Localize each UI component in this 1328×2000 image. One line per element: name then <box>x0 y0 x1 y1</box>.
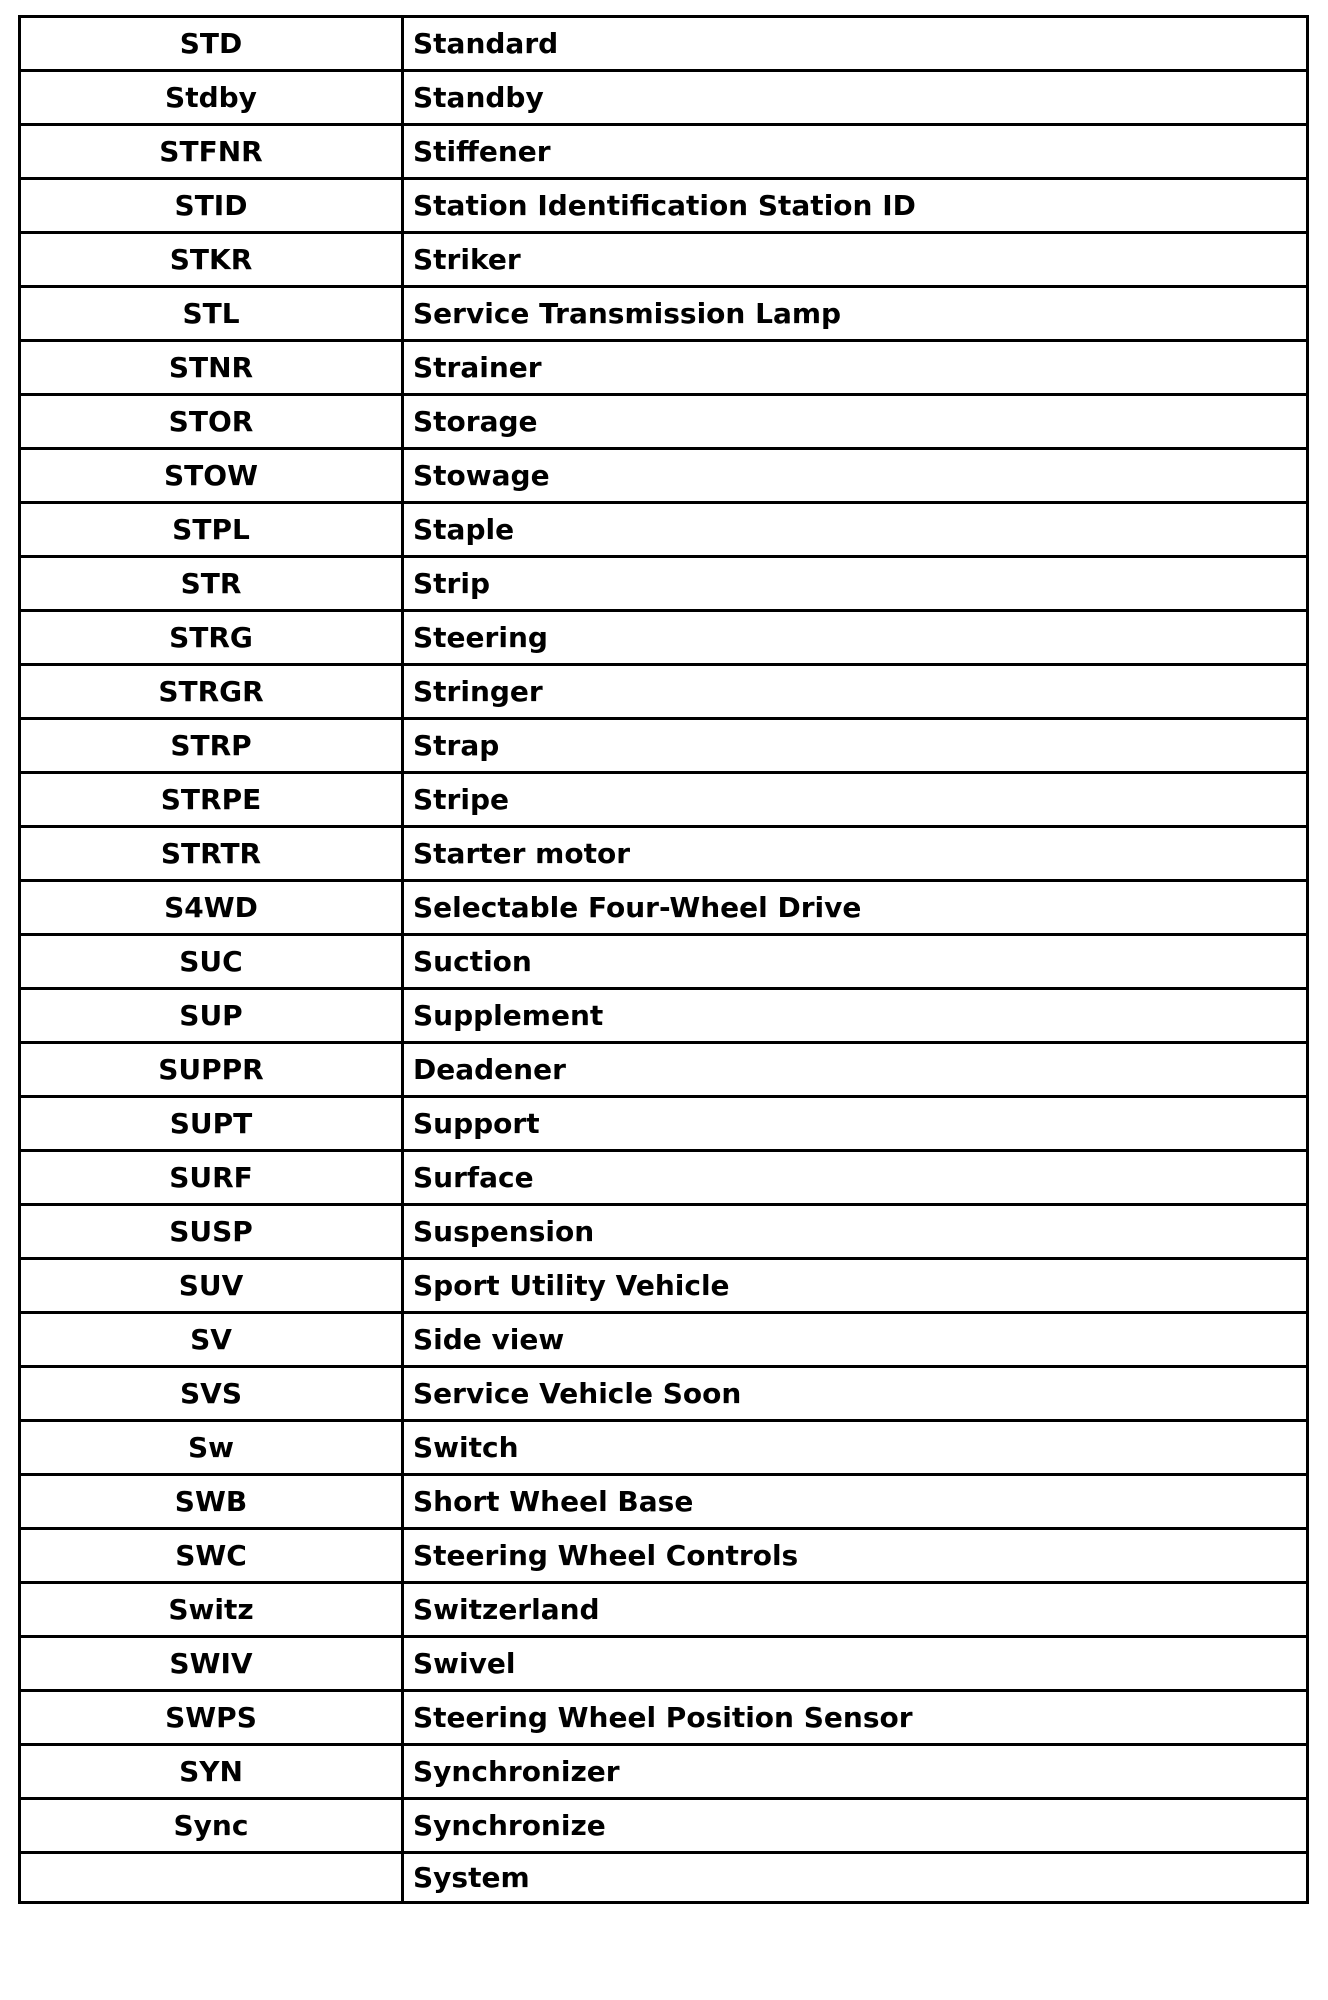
abbreviations-table-container <box>18 15 1306 1904</box>
table-row <box>20 1151 1308 1205</box>
table-row <box>20 1583 1308 1637</box>
table-row <box>20 557 1308 611</box>
definition-cell: Station Identification Station ID <box>403 179 1308 233</box>
table-row <box>20 719 1308 773</box>
abbreviation-cell: SWPS <box>20 1691 403 1745</box>
table-row <box>20 1853 1308 1903</box>
abbreviation-cell: STID <box>20 179 403 233</box>
abbreviation-cell: STR <box>20 557 403 611</box>
definition-cell: Synchronizer <box>403 1745 1308 1799</box>
abbreviation-cell: SWC <box>20 1529 403 1583</box>
table-row <box>20 1259 1308 1313</box>
table-row <box>20 503 1308 557</box>
definition-cell: Stripe <box>403 773 1308 827</box>
table-row <box>20 1529 1308 1583</box>
definition-cell: Staple <box>403 503 1308 557</box>
definition-cell: Standby <box>403 71 1308 125</box>
abbreviation-cell: STOW <box>20 449 403 503</box>
definition-cell: Selectable Four-Wheel Drive <box>403 881 1308 935</box>
abbreviation-cell: STRG <box>20 611 403 665</box>
table-row <box>20 1745 1308 1799</box>
definition-cell: System <box>403 1853 1308 1903</box>
definition-cell: Service Vehicle Soon <box>403 1367 1308 1421</box>
abbreviation-cell: Sync <box>20 1799 403 1853</box>
table-row <box>20 881 1308 935</box>
abbreviation-cell: S4WD <box>20 881 403 935</box>
definition-cell: Support <box>403 1097 1308 1151</box>
table-row <box>20 773 1308 827</box>
abbreviations-table-body <box>20 17 1308 1903</box>
definition-cell: Starter motor <box>403 827 1308 881</box>
definition-cell: Strainer <box>403 341 1308 395</box>
definition-cell: Switch <box>403 1421 1308 1475</box>
table-row <box>20 611 1308 665</box>
definition-cell: Standard <box>403 17 1308 71</box>
definition-cell: Service Transmission Lamp <box>403 287 1308 341</box>
abbreviation-cell: SUC <box>20 935 403 989</box>
definition-cell: Surface <box>403 1151 1308 1205</box>
table-row <box>20 1205 1308 1259</box>
table-row <box>20 1475 1308 1529</box>
definition-cell: Stiffener <box>403 125 1308 179</box>
abbreviation-cell: STKR <box>20 233 403 287</box>
definition-cell: Strip <box>403 557 1308 611</box>
definition-cell: Storage <box>403 395 1308 449</box>
table-row <box>20 989 1308 1043</box>
abbreviation-cell: SUV <box>20 1259 403 1313</box>
definition-cell: Strap <box>403 719 1308 773</box>
abbreviation-cell: SV <box>20 1313 403 1367</box>
definition-cell: Swivel <box>403 1637 1308 1691</box>
table-row <box>20 1691 1308 1745</box>
table-row <box>20 827 1308 881</box>
table-row <box>20 1097 1308 1151</box>
abbreviation-cell: Switz <box>20 1583 403 1637</box>
table-row <box>20 395 1308 449</box>
abbreviation-cell <box>20 1853 403 1903</box>
abbreviation-cell: STNR <box>20 341 403 395</box>
abbreviation-cell: STFNR <box>20 125 403 179</box>
definition-cell: Steering Wheel Controls <box>403 1529 1308 1583</box>
abbreviation-cell: STRP <box>20 719 403 773</box>
abbreviation-cell: SWB <box>20 1475 403 1529</box>
table-row <box>20 179 1308 233</box>
abbreviations-table <box>18 15 1309 1904</box>
table-row <box>20 1421 1308 1475</box>
abbreviation-cell: SUPT <box>20 1097 403 1151</box>
definition-cell: Stowage <box>403 449 1308 503</box>
definition-cell: Steering <box>403 611 1308 665</box>
definition-cell: Suspension <box>403 1205 1308 1259</box>
table-row <box>20 1637 1308 1691</box>
abbreviation-cell: SURF <box>20 1151 403 1205</box>
table-row <box>20 1043 1308 1097</box>
table-row <box>20 935 1308 989</box>
definition-cell: Deadener <box>403 1043 1308 1097</box>
abbreviation-cell: Sw <box>20 1421 403 1475</box>
abbreviation-cell: SUP <box>20 989 403 1043</box>
table-row <box>20 125 1308 179</box>
definition-cell: Sport Utility Vehicle <box>403 1259 1308 1313</box>
abbreviation-cell: SUPPR <box>20 1043 403 1097</box>
table-row <box>20 233 1308 287</box>
definition-cell: Switzerland <box>403 1583 1308 1637</box>
table-row <box>20 287 1308 341</box>
abbreviation-cell: STRPE <box>20 773 403 827</box>
abbreviation-cell: SUSP <box>20 1205 403 1259</box>
table-row <box>20 1799 1308 1853</box>
definition-cell: Suction <box>403 935 1308 989</box>
table-row <box>20 1367 1308 1421</box>
table-row <box>20 341 1308 395</box>
table-row <box>20 17 1308 71</box>
table-row <box>20 665 1308 719</box>
abbreviation-cell: Stdby <box>20 71 403 125</box>
abbreviation-cell: SWIV <box>20 1637 403 1691</box>
abbreviation-cell: STRGR <box>20 665 403 719</box>
definition-cell: Synchronize <box>403 1799 1308 1853</box>
definition-cell: Short Wheel Base <box>403 1475 1308 1529</box>
abbreviation-cell: STOR <box>20 395 403 449</box>
table-row <box>20 1313 1308 1367</box>
abbreviation-cell: STD <box>20 17 403 71</box>
abbreviation-cell: SVS <box>20 1367 403 1421</box>
definition-cell: Steering Wheel Position Sensor <box>403 1691 1308 1745</box>
definition-cell: Striker <box>403 233 1308 287</box>
abbreviation-cell: SYN <box>20 1745 403 1799</box>
definition-cell: Side view <box>403 1313 1308 1367</box>
definition-cell: Stringer <box>403 665 1308 719</box>
table-row <box>20 449 1308 503</box>
abbreviation-cell: STRTR <box>20 827 403 881</box>
table-row <box>20 71 1308 125</box>
definition-cell: Supplement <box>403 989 1308 1043</box>
abbreviation-cell: STL <box>20 287 403 341</box>
abbreviation-cell: STPL <box>20 503 403 557</box>
